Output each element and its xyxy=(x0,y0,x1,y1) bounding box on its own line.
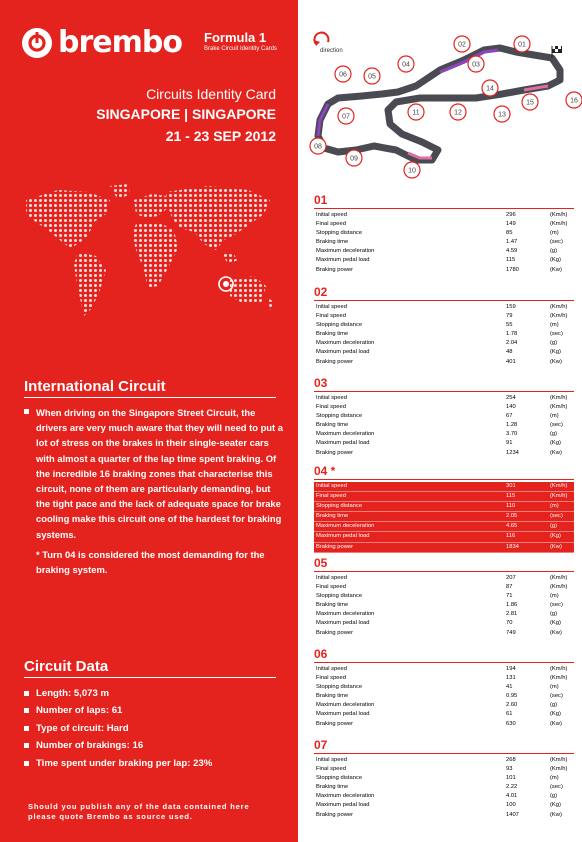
metric-unit: (g) xyxy=(548,522,574,532)
metric-value: 401 xyxy=(506,358,516,365)
turn-marker-06 xyxy=(335,66,351,82)
turn-marker-08 xyxy=(310,138,326,154)
table-row xyxy=(314,330,574,339)
metric-value: 630 xyxy=(506,720,516,727)
metric-label: Maximum deceleration xyxy=(316,248,375,255)
turn-data-table xyxy=(314,482,574,553)
divider xyxy=(24,397,276,398)
turn-marker-label: 09 xyxy=(350,155,358,163)
metric-label: Maximum deceleration xyxy=(314,522,504,532)
metric-value: 1234 xyxy=(506,449,519,456)
metric-value: 85 xyxy=(506,230,513,237)
metric-unit: (sec) xyxy=(548,512,574,522)
turn-number: 07 xyxy=(314,738,328,752)
turn-marker-09 xyxy=(346,150,362,166)
table-row xyxy=(314,783,574,792)
metric-unit: (Km/h) xyxy=(550,212,568,218)
turn-marker-11 xyxy=(408,104,424,120)
turn-marker-label: 11 xyxy=(412,109,420,117)
metric-unit: (sec) xyxy=(550,602,563,609)
metric-value: 79 xyxy=(506,313,513,320)
metric-unit: (g) xyxy=(550,431,558,438)
metric-label: Final speed xyxy=(316,675,346,682)
divider xyxy=(314,391,574,392)
table-row xyxy=(314,394,574,403)
table-row xyxy=(314,312,574,321)
metric-label: Braking power xyxy=(316,720,354,727)
table-row xyxy=(314,532,574,542)
turn-marker-label: 13 xyxy=(498,111,506,119)
turn-data-table xyxy=(314,574,574,638)
turn-marker-01 xyxy=(514,36,530,52)
turn-number: 05 xyxy=(314,556,328,570)
table-row xyxy=(314,801,574,810)
table-row xyxy=(314,592,574,601)
turn-data-table xyxy=(314,756,574,820)
metric-value: 91 xyxy=(506,440,513,447)
table-row xyxy=(314,303,574,312)
metric-value: 87 xyxy=(506,584,513,591)
metric-value: 1.47 xyxy=(506,239,518,246)
turn-marker-label: 08 xyxy=(314,143,322,151)
metric-unit: (Km/h) xyxy=(550,304,568,310)
table-row xyxy=(314,674,574,683)
metric-unit: (m) xyxy=(548,502,574,512)
metric-unit: (Kg) xyxy=(550,257,561,264)
publish-note xyxy=(28,802,249,822)
turn-data-table xyxy=(314,665,574,729)
series-subtitle: Brake Circuit Identity Cards xyxy=(204,46,278,52)
series-title: Formula 1 xyxy=(204,30,267,45)
turn-card-1 xyxy=(314,285,574,367)
metric-value: 2.22 xyxy=(506,784,518,791)
metric-unit: (Km/h) xyxy=(550,404,568,411)
metric-value: 115 xyxy=(506,257,516,264)
metric-value: 115 xyxy=(504,492,548,502)
metric-value: 2.05 xyxy=(504,512,548,522)
turn-card-4 xyxy=(314,556,574,638)
metric-label: Maximum deceleration xyxy=(316,702,375,709)
brand-name: brembo xyxy=(58,25,182,60)
metric-value: 4.65 xyxy=(504,522,548,532)
table-row xyxy=(314,348,574,357)
table-row xyxy=(314,502,574,512)
turn-marker-04 xyxy=(398,56,414,72)
turn-marker-14 xyxy=(482,80,498,96)
metric-label: Braking time xyxy=(314,512,504,522)
metric-unit: (Kg) xyxy=(550,349,561,356)
metric-label: Final speed xyxy=(314,492,504,502)
metric-label: Final speed xyxy=(316,766,346,773)
table-row xyxy=(314,710,574,719)
metric-label: Maximum pedal load xyxy=(316,349,370,356)
metric-unit: (Km/h) xyxy=(550,675,568,682)
metric-label: Stopping distance xyxy=(316,593,363,600)
metric-value: 110 xyxy=(504,502,548,512)
metric-unit: (Kg) xyxy=(550,620,561,627)
divider xyxy=(314,753,574,754)
table-row xyxy=(314,266,574,275)
metric-unit: (Kg) xyxy=(550,711,561,718)
table-row xyxy=(314,574,574,583)
circuit-city: SINGAPORE | SINGAPORE xyxy=(96,106,276,122)
metric-unit: (Kw) xyxy=(548,542,574,552)
metric-unit: (m) xyxy=(550,684,559,691)
circuit-type: Type of circuit: Hard xyxy=(24,720,212,737)
track-layout-diagram xyxy=(298,0,582,182)
metric-unit: (g) xyxy=(550,702,558,709)
brembo-logo xyxy=(22,25,182,60)
metric-unit: (sec) xyxy=(550,239,563,246)
metric-value: 296 xyxy=(506,212,516,218)
metric-label: Braking power xyxy=(316,358,354,365)
metric-label: Braking time xyxy=(316,693,349,700)
turn-marker-label: 05 xyxy=(368,73,376,81)
table-row xyxy=(314,522,574,532)
metric-unit: (m) xyxy=(550,230,559,237)
metric-label: Stopping distance xyxy=(316,684,363,691)
metric-value: 140 xyxy=(506,404,516,411)
turn-marker-label: 12 xyxy=(454,109,462,117)
table-row xyxy=(314,439,574,448)
metric-label: Maximum pedal load xyxy=(316,440,370,447)
metric-value: 2.04 xyxy=(506,340,518,347)
metric-label: Maximum deceleration xyxy=(316,340,375,347)
metric-unit: (m) xyxy=(550,413,559,420)
table-row xyxy=(314,720,574,729)
turn-number: 04 * xyxy=(314,464,336,478)
international-circuit-title: International Circuit xyxy=(24,378,166,395)
metric-label: Initial speed xyxy=(316,304,347,310)
table-row xyxy=(314,256,574,265)
turn-marker-07 xyxy=(338,108,354,124)
table-row xyxy=(314,403,574,412)
turn-marker-10 xyxy=(404,162,420,178)
metric-label: Braking time xyxy=(316,784,349,791)
metric-value: 2.60 xyxy=(506,702,518,709)
turn-marker-label: 06 xyxy=(339,71,347,79)
turn-data-table xyxy=(314,303,574,367)
turn-number: 03 xyxy=(314,376,328,390)
turn-marker-05 xyxy=(364,68,380,84)
metric-label: Final speed xyxy=(316,584,346,591)
metric-label: Braking time xyxy=(316,331,349,338)
metric-label: Maximum pedal load xyxy=(314,532,504,542)
card-title: Circuits Identity Card xyxy=(146,86,276,102)
circuit-laps: Number of laps: 61 xyxy=(24,702,212,719)
metric-value: 61 xyxy=(506,711,513,718)
turn-marker-15 xyxy=(522,94,538,110)
table-row xyxy=(314,482,574,492)
table-row xyxy=(314,430,574,439)
table-row xyxy=(314,683,574,692)
metric-label: Maximum pedal load xyxy=(316,257,370,264)
metric-value: 55 xyxy=(506,322,513,329)
metric-value: 67 xyxy=(506,413,513,420)
turn-data-table xyxy=(314,394,574,458)
metric-unit: (Km/h) xyxy=(550,757,568,763)
table-row xyxy=(314,583,574,592)
turn-marker-label: 15 xyxy=(526,99,534,107)
metric-label: Maximum pedal load xyxy=(316,711,370,718)
metric-value: 4.59 xyxy=(506,248,518,255)
metric-unit: (sec) xyxy=(550,784,563,791)
metric-value: 41 xyxy=(506,684,513,691)
metric-label: Initial speed xyxy=(316,395,347,401)
metric-label: Stopping distance xyxy=(316,230,363,237)
metric-label: Braking time xyxy=(316,422,349,429)
metric-value: 2.81 xyxy=(506,611,518,618)
turn-marker-label: 10 xyxy=(408,167,416,175)
table-row xyxy=(314,358,574,367)
metric-unit: (Kg) xyxy=(550,440,561,447)
metric-label: Braking time xyxy=(316,602,349,609)
metric-unit: (g) xyxy=(550,248,558,255)
metric-value: 207 xyxy=(506,575,516,581)
publish-note-line: please quote Brembo as source used. xyxy=(28,812,193,821)
divider xyxy=(314,571,574,572)
metric-unit: (Km/h) xyxy=(550,584,568,591)
metric-label: Braking power xyxy=(316,629,354,636)
turn-card-0 xyxy=(314,193,574,275)
metric-unit: (Km/h) xyxy=(550,221,568,228)
table-row xyxy=(314,449,574,458)
metric-value: 100 xyxy=(506,802,516,809)
metric-unit: (sec) xyxy=(550,331,563,338)
table-row xyxy=(314,220,574,229)
metric-value: 749 xyxy=(506,629,516,636)
table-row xyxy=(314,610,574,619)
metric-label: Initial speed xyxy=(316,575,347,581)
world-map-icon xyxy=(18,178,280,338)
metric-unit: (Kw) xyxy=(550,811,562,818)
turn-card-6 xyxy=(314,738,574,820)
divider xyxy=(24,677,276,678)
metric-unit: (Kg) xyxy=(550,802,561,809)
metric-label: Initial speed xyxy=(316,757,347,763)
metric-unit: (g) xyxy=(550,793,558,800)
metric-label: Braking time xyxy=(316,239,349,246)
metric-unit: (Km/h) xyxy=(550,766,568,773)
metric-value: 1.28 xyxy=(506,422,518,429)
table-row xyxy=(314,247,574,256)
metric-unit: (Kw) xyxy=(550,266,562,273)
metric-value: 0.95 xyxy=(506,693,518,700)
metric-value: 131 xyxy=(506,675,516,682)
metric-value: 268 xyxy=(506,757,516,763)
metric-label: Initial speed xyxy=(314,482,504,492)
turn-marker-label: 01 xyxy=(518,41,526,49)
metric-value: 194 xyxy=(506,666,516,672)
metric-label: Initial speed xyxy=(316,666,347,672)
metric-label: Braking power xyxy=(316,266,354,273)
direction-arrow-icon xyxy=(314,33,328,46)
table-row xyxy=(314,701,574,710)
metric-value: 254 xyxy=(506,395,516,401)
metric-label: Maximum pedal load xyxy=(316,620,370,627)
metric-value: 1.86 xyxy=(506,602,518,609)
turn-marker-13 xyxy=(494,106,510,122)
table-row xyxy=(314,512,574,522)
table-row xyxy=(314,339,574,348)
turn-note: * Turn 04 is considered the most demanding for the braking system. xyxy=(36,549,265,576)
metric-unit: (g) xyxy=(550,340,558,347)
metric-unit: (Km/h) xyxy=(550,666,568,672)
metric-label: Braking power xyxy=(316,811,354,818)
table-row xyxy=(314,765,574,774)
table-row xyxy=(314,321,574,330)
metric-unit: (Kw) xyxy=(550,358,562,365)
table-row xyxy=(314,238,574,247)
turn-marker-03 xyxy=(468,56,484,72)
metric-unit: (sec) xyxy=(550,693,563,700)
metric-label: Stopping distance xyxy=(314,502,504,512)
direction-label: direction xyxy=(320,48,343,54)
turn-card-2 xyxy=(314,376,574,458)
metric-value: 1780 xyxy=(506,266,519,273)
table-row xyxy=(314,601,574,610)
metric-unit: (Kw) xyxy=(550,629,562,636)
circuit-brakings: Number of brakings: 16 xyxy=(24,737,212,754)
turn-marker-16 xyxy=(566,92,582,108)
circuit-data-title: Circuit Data xyxy=(24,658,109,675)
divider xyxy=(314,479,574,480)
metric-label: Final speed xyxy=(316,404,346,411)
metric-value: 159 xyxy=(506,304,516,310)
metric-label: Maximum deceleration xyxy=(316,431,375,438)
turn-number: 02 xyxy=(314,285,328,299)
metric-unit: (m) xyxy=(550,775,559,782)
table-row xyxy=(314,774,574,783)
divider xyxy=(314,300,574,301)
metric-value: 71 xyxy=(506,593,513,600)
turn-marker-label: 02 xyxy=(458,41,466,49)
right-panel xyxy=(298,0,582,842)
table-row xyxy=(314,792,574,801)
metric-label: Braking power xyxy=(314,542,504,552)
international-circuit-text xyxy=(24,405,284,542)
metric-value: 1834 xyxy=(504,542,548,552)
metric-value: 149 xyxy=(506,221,516,228)
brembo-mark-icon xyxy=(22,28,52,58)
metric-label: Stopping distance xyxy=(316,322,363,329)
metric-value: 301 xyxy=(504,482,548,492)
table-row xyxy=(314,692,574,701)
metric-unit: (g) xyxy=(550,611,558,618)
metric-unit: (m) xyxy=(550,322,559,329)
event-date: 21 - 23 SEP 2012 xyxy=(165,128,276,144)
metric-unit: (m) xyxy=(550,593,559,600)
metric-unit: (Kw) xyxy=(550,449,562,456)
turn-marker-label: 03 xyxy=(472,61,480,69)
metric-unit: (Km/h) xyxy=(550,575,568,581)
table-row xyxy=(314,542,574,552)
metric-value: 4.01 xyxy=(506,793,518,800)
table-row xyxy=(314,756,574,765)
metric-label: Initial speed xyxy=(316,212,347,218)
turn-marker-02 xyxy=(454,36,470,52)
metric-unit: (Km/h) xyxy=(550,313,568,320)
metric-unit: (Kw) xyxy=(550,720,562,727)
table-row xyxy=(314,412,574,421)
metric-value: 3.70 xyxy=(506,431,518,438)
turn-marker-label: 07 xyxy=(342,113,350,121)
metric-value: 1.78 xyxy=(506,331,518,338)
divider xyxy=(314,208,574,209)
metric-unit: (Km/h) xyxy=(548,492,574,502)
table-row xyxy=(314,229,574,238)
turn-number: 01 xyxy=(314,193,328,207)
circuit-length: Length: 5,073 m xyxy=(24,685,212,702)
turn-data-table xyxy=(314,211,574,275)
table-row xyxy=(314,421,574,430)
metric-label: Maximum deceleration xyxy=(316,611,375,618)
turn-marker-12 xyxy=(450,104,466,120)
turn-card-5 xyxy=(314,647,574,729)
metric-label: Maximum pedal load xyxy=(316,802,370,809)
metric-value: 93 xyxy=(506,766,513,773)
metric-label: Stopping distance xyxy=(316,775,363,782)
bullet xyxy=(24,409,29,414)
turn-card-3 xyxy=(314,464,574,553)
metric-value: 101 xyxy=(506,775,516,782)
turn-marker-label: 16 xyxy=(570,97,578,105)
table-row xyxy=(314,665,574,674)
table-row xyxy=(314,811,574,820)
circuit-data-list xyxy=(24,685,212,772)
metric-unit: (sec) xyxy=(550,422,563,429)
turn-marker-label: 04 xyxy=(402,61,410,69)
metric-value: 116 xyxy=(504,532,548,542)
circuit-braking-time: Time spent under braking per lap: 23% xyxy=(24,755,212,772)
metric-value: 1407 xyxy=(506,811,519,818)
metric-label: Stopping distance xyxy=(316,413,363,420)
metric-label: Final speed xyxy=(316,221,346,228)
metric-label: Final speed xyxy=(316,313,346,320)
table-row xyxy=(314,629,574,638)
table-row xyxy=(314,492,574,502)
table-row xyxy=(314,619,574,628)
table-row xyxy=(314,211,574,220)
turn-number: 06 xyxy=(314,647,328,661)
metric-label: Braking power xyxy=(316,449,354,456)
metric-value: 70 xyxy=(506,620,513,627)
divider xyxy=(314,662,574,663)
publish-note-line: Should you publish any of the data contained here xyxy=(28,802,250,811)
description-paragraph: When driving on the Singapore Street Circuit, the drivers are very much aware that they will need to put a lot of stress on the brakes in their single-seater cars with almost a quarter of the lap time spent braking. Of the incredible 16 braking zones that characterise this circuit, none of them are particularly demanding, but the tight pace and the lack of adequate space for brake cooling make this circuit one of the hardest for braking systems. xyxy=(36,407,283,540)
turn-marker-label: 14 xyxy=(486,85,494,93)
metric-value: 48 xyxy=(506,349,513,356)
metric-unit: (Kg) xyxy=(548,532,574,542)
metric-label: Maximum deceleration xyxy=(316,793,375,800)
metric-unit: (Km/h) xyxy=(550,395,568,401)
metric-unit: (Km/h) xyxy=(548,482,574,492)
